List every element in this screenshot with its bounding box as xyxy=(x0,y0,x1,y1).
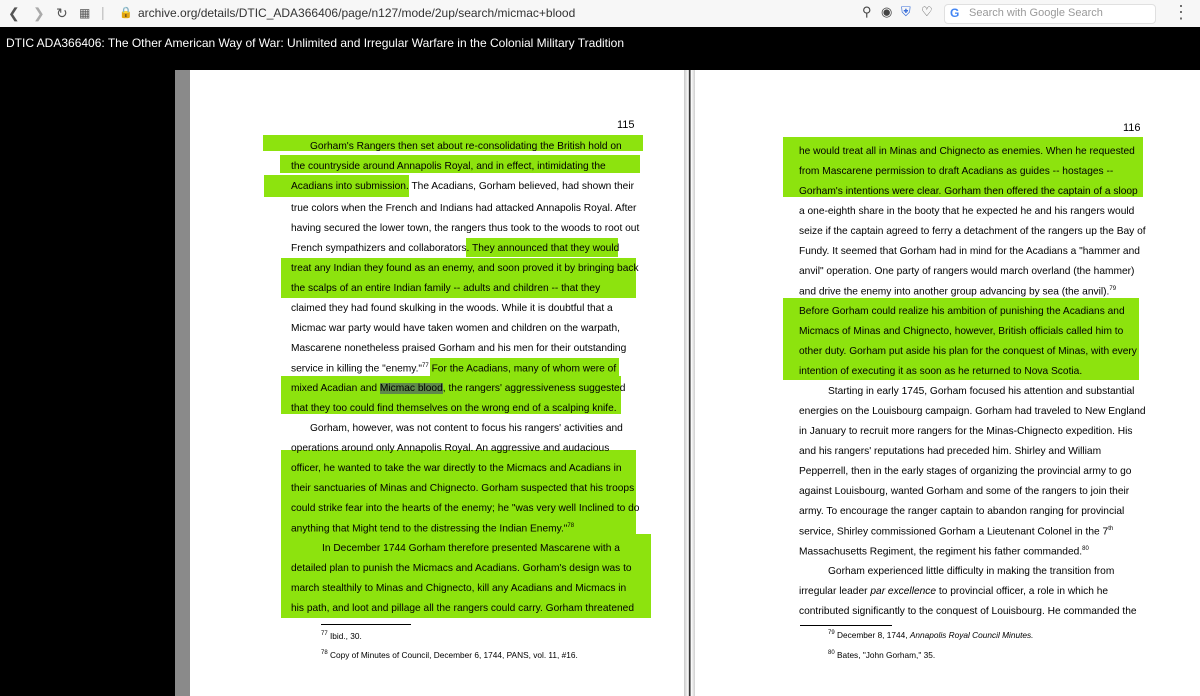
footnote: $^{79}$ December 8, 1744, Annapolis Royal Council Minutes. xyxy=(828,630,1034,640)
footnote: $^{77}$ Ibid., 30. xyxy=(321,631,362,641)
heart-icon[interactable]: ♡ xyxy=(921,4,933,19)
text-line: claimed they had found skulking in the woods. While it is doubtful that a xyxy=(291,303,613,314)
book-spine xyxy=(684,70,695,696)
text-line: detailed plan to punish the Micmacs and Acadians. Gorham's design was to xyxy=(291,563,632,574)
text-line: could strike fear into the hearts of the enemy; he "was very well Inclined to do xyxy=(291,503,640,514)
text-line: officer, he wanted to take the war directly to the Micmacs and Acadians in xyxy=(291,463,622,474)
page-number: 115 xyxy=(617,119,635,131)
address-bar[interactable]: archive.org/details/DTIC_ADA366406/page/n127/mode/2up/search/micmac+blood xyxy=(138,6,576,20)
text-line: French sympathizers and collaborators. They announced that they would xyxy=(291,243,620,254)
text-line: mixed Acadian and Micmac blood, the rangers' aggressiveness suggested xyxy=(291,383,626,394)
text-line: a one-eighth share in the booty that he expected he and his rangers would xyxy=(799,206,1135,217)
page-number: 116 xyxy=(1123,122,1141,134)
text-line: Micmacs of Minas and Chignecto, however, British officials called him to xyxy=(799,326,1124,337)
shield-icon[interactable]: ⛨ xyxy=(901,4,911,19)
text-line: service in killing the "enemy."$^{77}$ For the Acadians, many of whom were of xyxy=(291,363,617,375)
forward-icon[interactable]: ❯ xyxy=(33,5,45,21)
lock-icon[interactable]: 🔒 xyxy=(119,7,133,19)
book-page-left[interactable] xyxy=(190,70,684,696)
text-line: against Louisbourg, wanted Gorham and some of the rangers to join their xyxy=(799,486,1130,497)
text-line: treat any Indian they found as an enemy, and soon proved it by bringing back xyxy=(291,263,639,274)
text-line: Mascarene nonetheless praised Gorham and his men for their outstanding xyxy=(291,343,627,354)
text-line: irregular leader par excellence to provincial officer, a role in which he xyxy=(799,586,1109,597)
text-line: true colors when the French and Indians had attacked Annapolis Royal. After xyxy=(291,203,637,214)
text-line: In December 1744 Gorham therefore presented Mascarene with a xyxy=(322,543,620,554)
text-line: anvil" operation. One party of rangers would march overland (the hammer) xyxy=(799,266,1135,277)
text-line: Gorham's Rangers then set about re-consolidating the British hold on xyxy=(310,141,622,152)
camera-icon[interactable]: ◉ xyxy=(881,4,893,19)
text-line: intention of executing it as soon as he returned to Nova Scotia. xyxy=(799,366,1083,377)
text-line: his path, and loot and pillage all the rangers could carry. Gorham threatened xyxy=(291,603,634,614)
text-line: having secured the lower town, the rangers thus took to the woods to root out xyxy=(291,223,640,234)
text-line: their sanctuaries of Minas and Chignecto. Gorham suspected that his troops xyxy=(291,483,635,494)
footnote: $^{80}$ Bates, "John Gorham," 35. xyxy=(828,650,936,660)
text-line: army. To encourage the ranger captain to abandon ranging for provincial xyxy=(799,506,1125,517)
page-title: DTIC ADA366406: The Other American Way of War: Unlimited and Irregular Warfare in the Colonial Military Tradition xyxy=(6,36,625,50)
text-line: energies on the Louisbourg campaign. Gorham had traveled to New England xyxy=(799,406,1146,417)
text-line: Acadians into submission. The Acadians, Gorham believed, had shown their xyxy=(291,181,635,192)
search-placeholder: Search with Google Search xyxy=(969,7,1103,19)
menu-icon[interactable]: ⋮ xyxy=(1172,2,1190,22)
apps-icon[interactable]: ▦ xyxy=(79,6,91,20)
text-line: Gorham's intentions were clear. Gorham then offered the captain of a sloop xyxy=(799,186,1138,197)
text-line: seize if the captain agreed to ferry a detachment of the rangers up the Bay of xyxy=(799,226,1146,237)
text-line: other duty. Gorham put aside his plan for the conquest of Minas, with every xyxy=(799,346,1137,357)
search-input[interactable] xyxy=(944,4,1156,24)
text-line: Fundy. It seemed that Gorham had in mind for the Acadians a "hammer and xyxy=(799,246,1140,257)
google-icon: G xyxy=(950,6,960,20)
text-line: the scalps of an entire Indian family -- adults and children -- that they xyxy=(291,283,601,294)
text-line: that they too could find themselves on the wrong end of a scalping knife. xyxy=(291,403,617,414)
text-line: Gorham, however, was not content to focus his rangers' activities and xyxy=(310,423,623,434)
book-page-right[interactable] xyxy=(695,70,1200,696)
footnote-rule xyxy=(800,625,892,626)
footnote-rule xyxy=(321,624,411,625)
zoom-icon[interactable]: ⚲ xyxy=(862,4,872,19)
text-line: Micmac war party would have taken women and children on the warpath, xyxy=(291,323,620,334)
text-line: Starting in early 1745, Gorham focused his attention and substantial xyxy=(828,386,1135,397)
text-line: Before Gorham could realize his ambition of punishing the Acadians and xyxy=(799,306,1125,317)
text-line: from Mascarene permission to draft Acadians as guides -- hostages -- xyxy=(799,166,1114,177)
text-line: and drive the enemy into another group advancing by sea (the anvil).$^{79}$ xyxy=(799,286,1117,298)
text-line: in January to recruit more rangers for the Minas-Chignecto expedition. His xyxy=(799,426,1133,437)
text-line: operations around only Annapolis Royal. An aggressive and audacious xyxy=(291,443,610,454)
text-line: Pepperrell, then in the early stages of organizing the provincial army to go xyxy=(799,466,1132,477)
reload-icon[interactable]: ↻ xyxy=(56,5,68,21)
viewer-titlebar xyxy=(0,27,1200,59)
text-line: he would treat all in Minas and Chignecto as enemies. When he requested xyxy=(799,146,1135,157)
toolbar-divider: | xyxy=(101,4,105,20)
text-line: contributed significantly to the conquest of Louisbourg. He commanded the xyxy=(799,606,1137,617)
browser-toolbar xyxy=(0,0,1200,28)
text-line: the countryside around Annapolis Royal, and in effect, intimidating the xyxy=(291,161,606,172)
text-line: anything that Might tend to the distressing the Indian Enemy."$^{78}$ xyxy=(291,523,575,535)
text-line: march stealthily to Minas and Chignecto, kill any Acadians and Micmacs in xyxy=(291,583,627,594)
text-line: Gorham experienced little difficulty in making the transition from xyxy=(828,566,1115,577)
back-icon[interactable]: ❮ xyxy=(8,5,20,21)
search-match[interactable]: Micmac blood xyxy=(379,383,443,394)
text-line: Massachusetts Regiment, the regiment his father commanded.$^{80}$ xyxy=(799,546,1089,558)
text-line: and his rangers' reputations had preceded him. Shirley and William xyxy=(799,446,1102,457)
footnote: $^{78}$ Copy of Minutes of Council, December 6, 1744, PANS, vol. 11, #16. xyxy=(321,650,578,660)
text-line: service, Shirley commissioned Gorham a Lieutenant Colonel in the 7th xyxy=(799,526,1114,538)
